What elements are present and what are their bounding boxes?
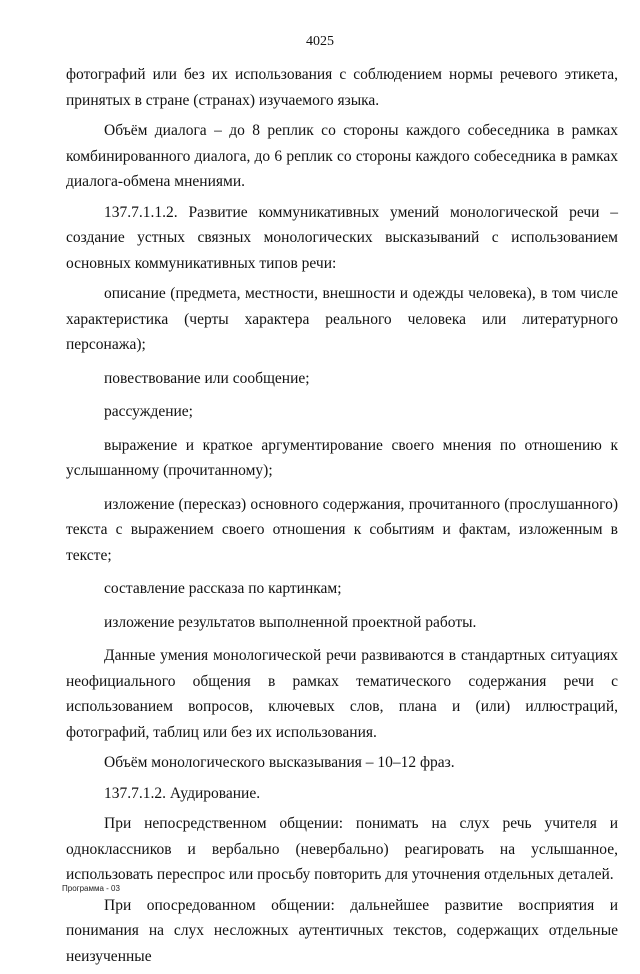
paragraph-mediated-communication: При опосредованном общении: дальнейшее развитие восприятия и понимания на слух несложных аутентичных текстов, содержащих отдельные неизученные [66,896,618,965]
paragraph-monologue-volume: Объём монологического высказывания – 10–12 фраз. [104,754,455,771]
list-item-reasoning: рассуждение; [104,403,193,420]
paragraph-continuation: фотографий или без их использования с соблюдением нормы речевого этикета, принятых в стране (странах) изучаемого языка. [66,66,618,109]
list-item-picture-story: составление рассказа по картинкам; [104,580,342,597]
list-item-narration: повествование или сообщение; [104,369,310,387]
paragraph-situations: Данные умения монологической речи развиваются в стандартных ситуациях неофициального общения в рамках тематического содержания речи с использованием вопросов, ключевых слов, плана и (или) иллюстраций, фотографий, таблиц или без их использования. [66,647,618,741]
paragraph-listening-heading: 137.7.1.2. Аудирование. [104,784,261,802]
paragraph-monologue-heading: 137.7.1.1.2. Развитие коммуникативных умений монологической речи – создание устных связных монологических высказываний с использованием основных коммуникативных типов речи: [66,203,618,272]
document-body [66,62,618,974]
list-item-opinion: выражение и краткое аргументирование своего мнения по отношению к услышанному (прочитанному); [66,436,618,479]
list-item-retelling: изложение (пересказ) основного содержания, прочитанного (прослушанного) текста с выражением своего отношения к событиям и фактам, изложенным в тексте; [66,495,618,564]
page-number: 4025 [306,34,334,49]
list-item-project-results: изложение результатов выполненной проектной работы. [104,613,477,631]
paragraph-dialogue-volume: Объём диалога – до 8 реплик со стороны каждого собеседника в рамках комбинированного диалога, до 6 реплик со стороны каждого собеседника в рамках диалога-обмена мнениями. [66,122,618,190]
paragraph-direct-communication: При непосредственном общении: понимать на слух речь учителя и одноклассников и вербально (невербально) реагировать на услышанное, использовать переспрос или просьбу повторить для уточнения отдельных деталей. [66,815,618,883]
footer-program-label: Программа - 03 [62,884,120,893]
list-item-description: описание (предмета, местности, внешности и одежды человека), в том числе характеристика (черты характера реального человека или литературного персонажа); [66,285,618,353]
